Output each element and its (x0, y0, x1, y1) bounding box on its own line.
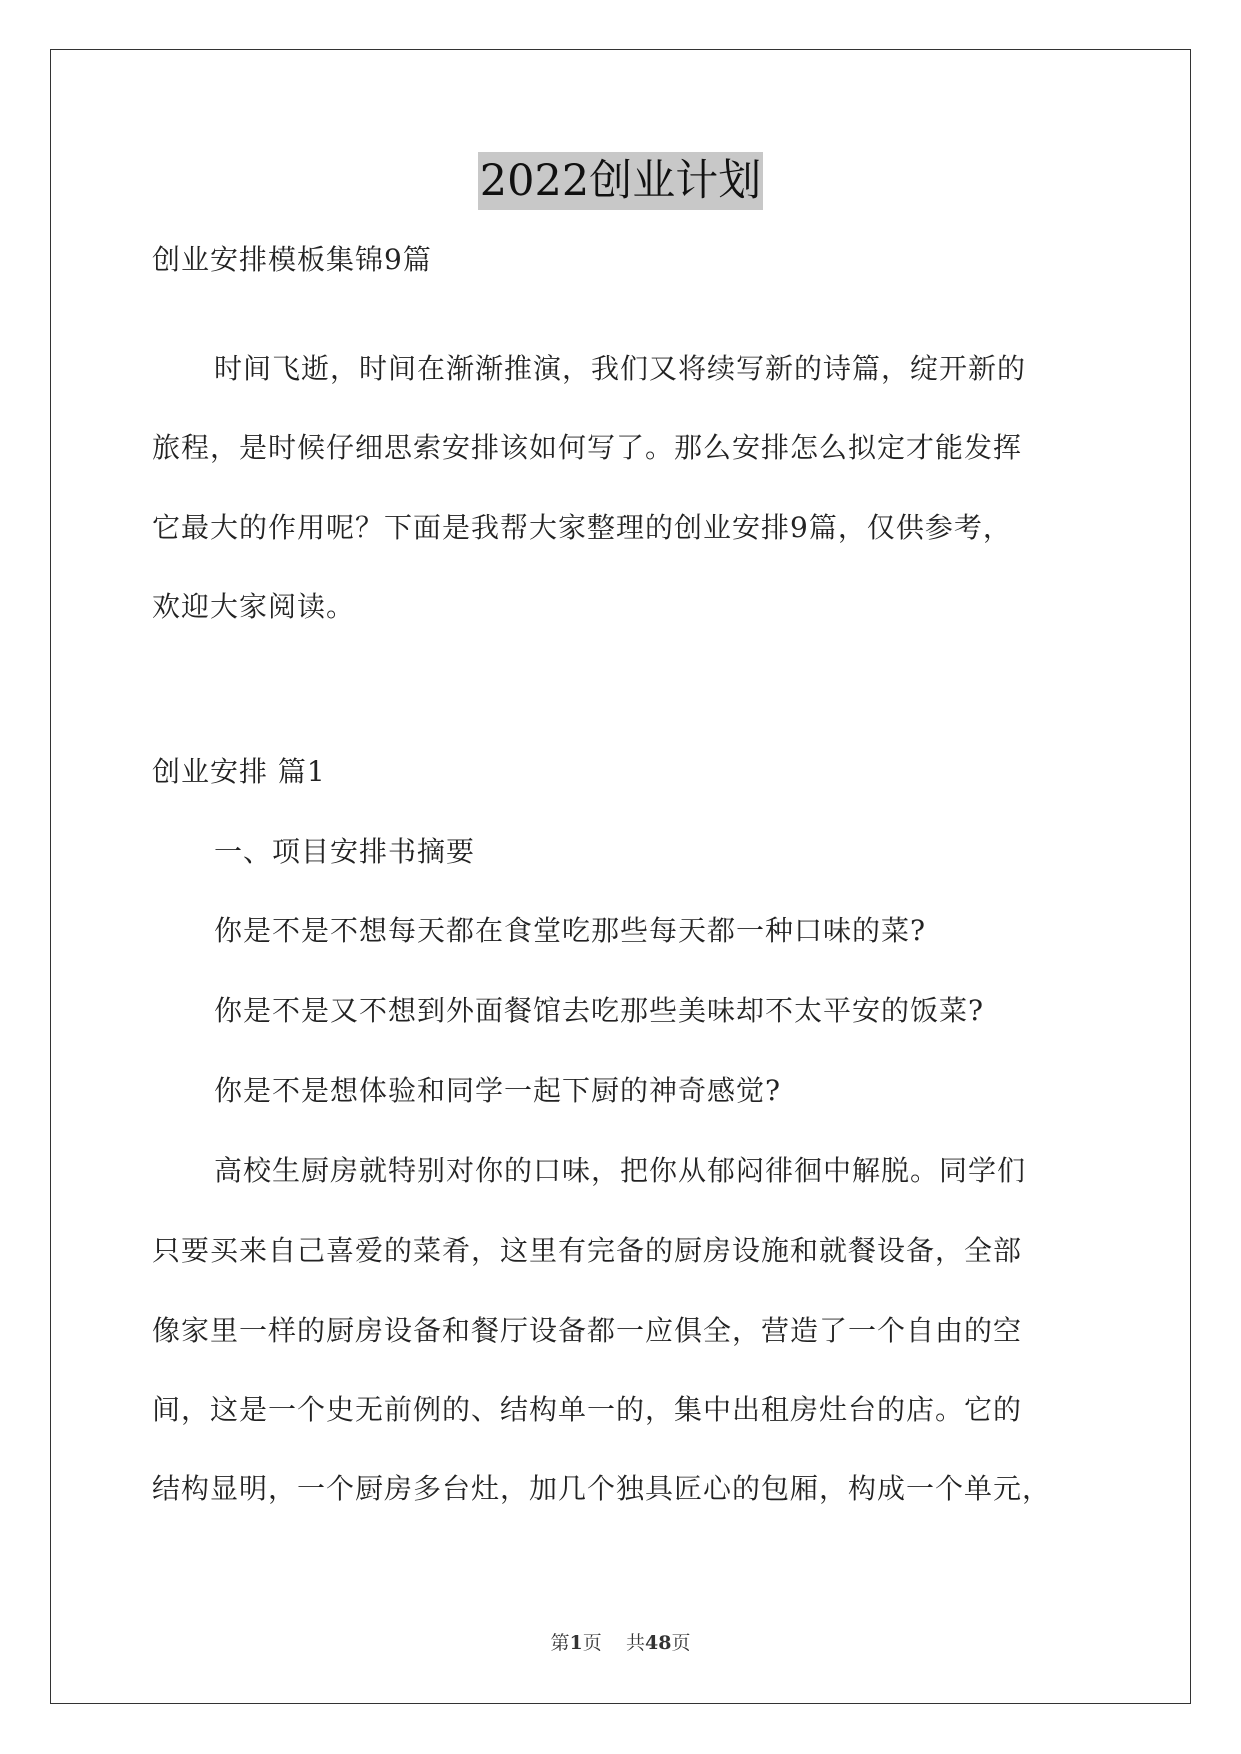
body-line: 像家里一样的厨房设备和餐厅设备都一应俱全，营造了一个自由的空 (152, 1314, 1023, 1347)
page-footer (0, 1630, 1241, 1656)
page-suffix: 页 (582, 1632, 602, 1654)
intro-line: 时间飞逝，时间在渐渐推演，我们又将续写新的诗篇，绽开新的 (214, 352, 1027, 385)
question-line: 你是不是不想每天都在食堂吃那些每天都一种口味的菜? (214, 914, 927, 947)
body-line: 间，这是一个史无前例的、结构单一的，集中出租房灶台的店。它的 (152, 1393, 1023, 1426)
total-prefix: 共 (625, 1632, 645, 1654)
page-number: 1 (569, 1632, 583, 1654)
question-line: 你是不是想体验和同学一起下厨的神奇感觉? (214, 1074, 782, 1107)
document-title: 2022创业计划 (478, 152, 763, 210)
section-heading: 创业安排 篇1 (152, 755, 326, 788)
intro-line: 欢迎大家阅读。 (152, 590, 356, 623)
total-pages: 48 (644, 1632, 672, 1654)
page-border (50, 49, 1191, 1704)
total-suffix: 页 (671, 1632, 691, 1654)
intro-line: 旅程，是时候仔细思索安排该如何写了。那么安排怎么拟定才能发挥 (152, 431, 1023, 464)
document-subtitle: 创业安排模板集锦9篇 (152, 243, 432, 276)
body-line: 只要买来自己喜爱的菜肴，这里有完备的厨房设施和就餐设备，全部 (152, 1234, 1023, 1267)
question-line: 你是不是又不想到外面餐馆去吃那些美味却不太平安的饭菜? (214, 994, 985, 1027)
body-line: 高校生厨房就特别对你的口味，把你从郁闷徘徊中解脱。同学们 (214, 1154, 1027, 1187)
title-container (0, 152, 1241, 210)
subheading: 一、项目安排书摘要 (214, 835, 476, 868)
page-prefix: 第 (550, 1632, 570, 1654)
intro-line: 它最大的作用呢？下面是我帮大家整理的创业安排9篇，仅供参考， (152, 511, 1012, 544)
body-line: 结构显明，一个厨房多台灶，加几个独具匠心的包厢，构成一个单元， (152, 1472, 1052, 1505)
